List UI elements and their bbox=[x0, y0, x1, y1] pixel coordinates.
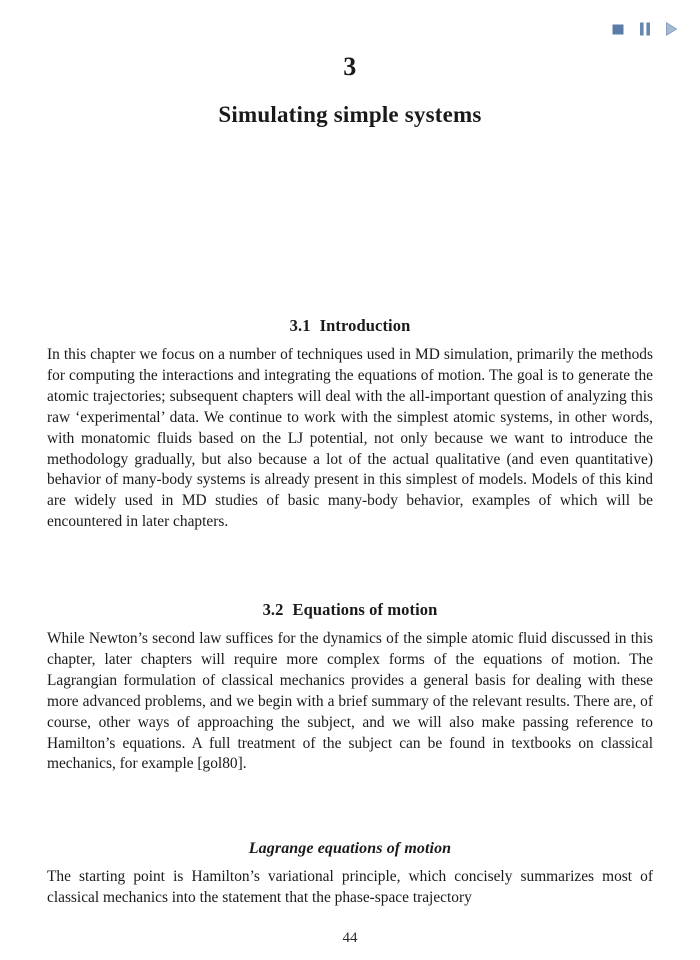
section-title: Introduction bbox=[319, 316, 411, 335]
chapter-title: Simulating simple systems bbox=[218, 102, 482, 127]
section-number: 3.1 bbox=[289, 316, 311, 335]
section-heading-3-2 bbox=[47, 600, 653, 620]
section-heading-3-1 bbox=[47, 316, 653, 336]
page-number: 44 bbox=[342, 930, 358, 946]
page-content bbox=[47, 0, 653, 946]
chapter-number: 3 bbox=[343, 52, 357, 81]
lagrange-paragraph: The starting point is Hamilton’s variational principle, which concisely summarizes most of classical mechanics into the statement that the phase-space trajectory bbox=[47, 868, 653, 906]
section-title: Equations of motion bbox=[292, 600, 438, 619]
intro-paragraph: In this chapter we focus on a number of techniques used in MD simulation, primarily the methods for computing the interactions and integrating the equations of motion. The goal is to generate the atomic trajectories; subsequent chapters will deal with the all-important question of analyzing this raw ‘experimental’ data. We continue to work with the simplest atomic systems, in other words, with monatomic fluids based on the LJ potential, not only because we want to introduce the methodology gradually, but also because a lot of the actual qualitative (and even quantitative) behavior of many-body systems is already present in this simplest of models. Models of this kind are widely used in MD studies of basic many-body behavior, examples of which will be encountered in later chapters. bbox=[47, 346, 653, 531]
section-number: 3.2 bbox=[262, 600, 284, 619]
equations-of-motion-paragraph: While Newton’s second law suffices for the dynamics of the simple atomic fluid discussed in this chapter, later chapters will require more complex forms of the equations of motion. The Lagrangian formulation of classical mechanics provides a general basis for dealing with these more advanced problems, and we begin with a brief summary of the relevant results. There are, of course, other ways of approaching the subject, and we will also make passing reference to Hamilton’s equations. A full treatment of the subject can be found in textbooks on classical mechanics, for example [gol80]. bbox=[47, 630, 653, 773]
subsection-heading-lagrange: Lagrange equations of motion bbox=[248, 840, 452, 857]
